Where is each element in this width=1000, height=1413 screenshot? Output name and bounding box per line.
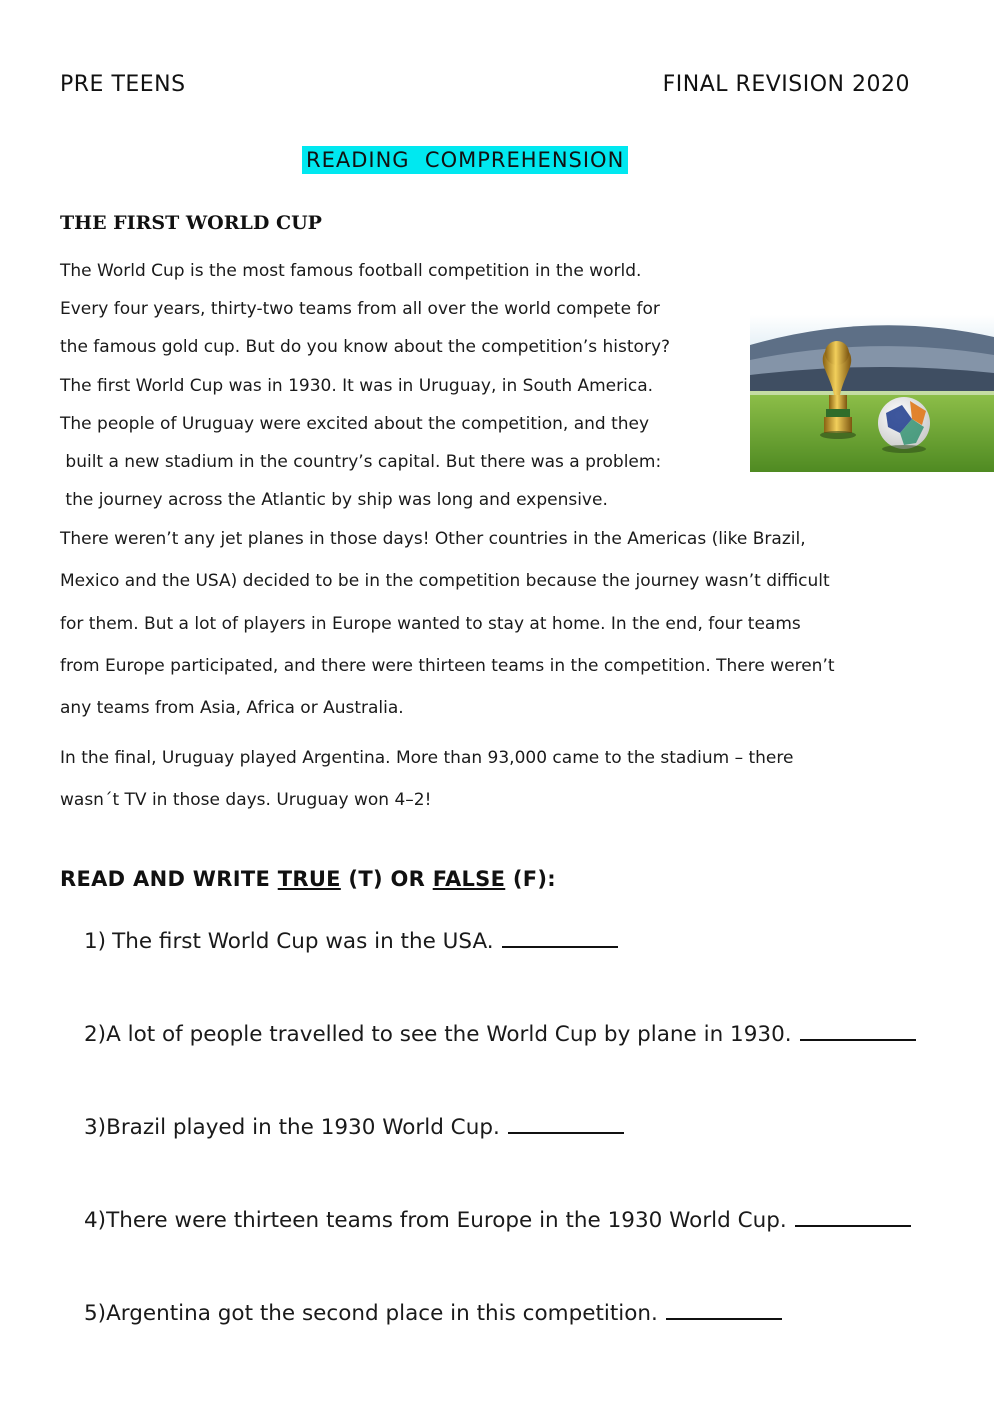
- story-title: THE FIRST WORLD CUP: [60, 212, 322, 234]
- paragraph-line: Every four years, thirty-two teams from all over the world compete for: [60, 299, 660, 320]
- question-item: [84, 1296, 964, 1389]
- answer-blank[interactable]: [666, 1296, 782, 1320]
- paragraph-line: Mexico and the USA) decided to be in the competition because the journey wasn’t difficult: [60, 571, 830, 592]
- question-text: Brazil played in the 1930 World Cup.: [106, 1115, 500, 1140]
- question-list: [84, 924, 964, 1389]
- answer-blank[interactable]: [508, 1110, 624, 1134]
- question-number: 5): [84, 1301, 107, 1326]
- paragraph-line: The people of Uruguay were excited about the competition, and they: [60, 413, 650, 434]
- task-suffix: (F):: [505, 867, 556, 891]
- question-number: 3): [84, 1115, 107, 1140]
- paragraph-line: There weren’t any jet planes in those days! Other countries in the Americas (like Brazil,: [60, 529, 806, 549]
- paragraph-line: wasn´t TV in those days. Uruguay won 4–2!: [60, 790, 432, 810]
- paragraph-line: The World Cup is the most famous football competition in the world.: [60, 261, 642, 281]
- story-paragraph-2: [60, 518, 940, 729]
- paragraph-line: built a new stadium in the country’s capital. But there was a problem:: [60, 452, 662, 473]
- question-number: 4): [84, 1208, 107, 1233]
- question-text: A lot of people travelled to see the World Cup by plane in 1930.: [106, 1022, 792, 1047]
- question-item: [84, 1203, 964, 1296]
- question-item: [84, 1017, 964, 1110]
- task-instruction: [60, 867, 556, 891]
- question-text: Argentina got the second place in this competition.: [106, 1301, 658, 1326]
- question-text: There were thirteen teams from Europe in the 1930 World Cup.: [106, 1208, 787, 1233]
- question-item: [84, 1110, 964, 1203]
- question-number: 2): [84, 1022, 107, 1047]
- task-middle: (T) OR: [340, 867, 433, 891]
- answer-blank[interactable]: [502, 924, 618, 948]
- paragraph-line: the journey across the Atlantic by ship was long and expensive.: [60, 490, 608, 511]
- paragraph-line: the famous gold cup. But do you know about the competition’s history?: [60, 337, 671, 358]
- answer-blank[interactable]: [800, 1017, 916, 1041]
- true-word: TRUE: [277, 867, 341, 891]
- answer-blank[interactable]: [795, 1203, 911, 1227]
- question-text: The first World Cup was in the USA.: [112, 929, 494, 954]
- paragraph-line: any teams from Asia, Africa or Australia.: [60, 698, 404, 719]
- question-number: 1): [84, 929, 107, 954]
- story-paragraph-3: [60, 737, 940, 821]
- paragraph-line: The first World Cup was in 1930. It was in Uruguay, in South America.: [60, 375, 654, 396]
- paragraph-line: In the final, Uruguay played Argentina. More than 93,000 came to the stadium – there: [60, 748, 794, 768]
- false-word: FALSE: [432, 867, 506, 891]
- section-title: READING COMPREHENSION: [302, 146, 628, 174]
- question-item: [84, 924, 964, 1017]
- world-cup-trophy-and-ball-photo: [750, 315, 994, 472]
- paragraph-line: from Europe participated, and there were thirteen teams in the competition. There weren’t: [60, 655, 835, 676]
- paragraph-line: for them. But a lot of players in Europe wanted to stay at home. In the end, four teams: [60, 613, 801, 634]
- header-exam-title: FINAL REVISION 2020: [662, 72, 910, 97]
- task-prefix: READ AND WRITE: [60, 867, 278, 891]
- header-level: PRE TEENS: [60, 72, 186, 97]
- story-paragraph-1: [60, 252, 750, 519]
